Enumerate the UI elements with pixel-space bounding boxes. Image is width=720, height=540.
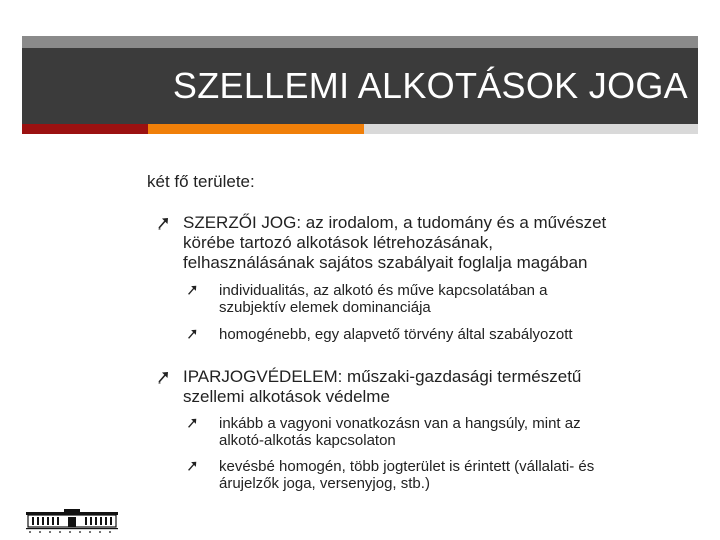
arrow-up-right-icon [156,216,170,230]
sub-item-line: individualitás, az alkotó és műve kapcsolatában a [219,282,548,299]
arrow-up-right-icon [186,417,198,429]
intro-text: két fő területe: [147,172,255,191]
item-line: IPARJOGVÉDELEM: műszaki-gazdasági természetű [183,367,582,386]
item-line: körébe tartozó alkotások létrehozásának, [183,233,493,252]
sub-item-line: inkább a vagyoni vonatkozásn van a hangsúly, mint az [219,415,581,432]
sub-list-item [219,326,573,343]
item-line: szellemi alkotások védelme [183,387,390,406]
item-line: felhasználásának sajátos szabályait foglalja magában [183,253,588,272]
arrow-up-right-icon [186,460,198,472]
arrow-up-right-icon [156,370,170,384]
item-line: SZERZŐI JOG: az irodalom, a tudomány és a művészet [183,213,607,232]
arrow-up-right-icon [186,328,198,340]
sub-item-line: alkotó-alkotás kapcsolaton [219,432,396,449]
arrow-up-right-icon [186,284,198,296]
list-item [183,213,606,273]
sub-list-item [219,415,581,449]
university-building-logo [24,506,120,534]
sub-list-item [219,282,548,316]
slide-title: SZELLEMI ALKOTÁSOK JOGA [172,65,688,106]
sub-item-line: homogénebb, egy alapvető törvény által szabályozott [219,326,573,343]
sub-list-item [219,458,594,492]
list-item [183,367,581,407]
sub-item-line: kevésbé homogén, több jogterület is érintett (vállalati- és [219,458,595,475]
sub-item-line: árujelzők joga, versenyjog, stb.) [219,475,430,492]
sub-item-line: szubjektív elemek dominanciája [219,299,431,316]
